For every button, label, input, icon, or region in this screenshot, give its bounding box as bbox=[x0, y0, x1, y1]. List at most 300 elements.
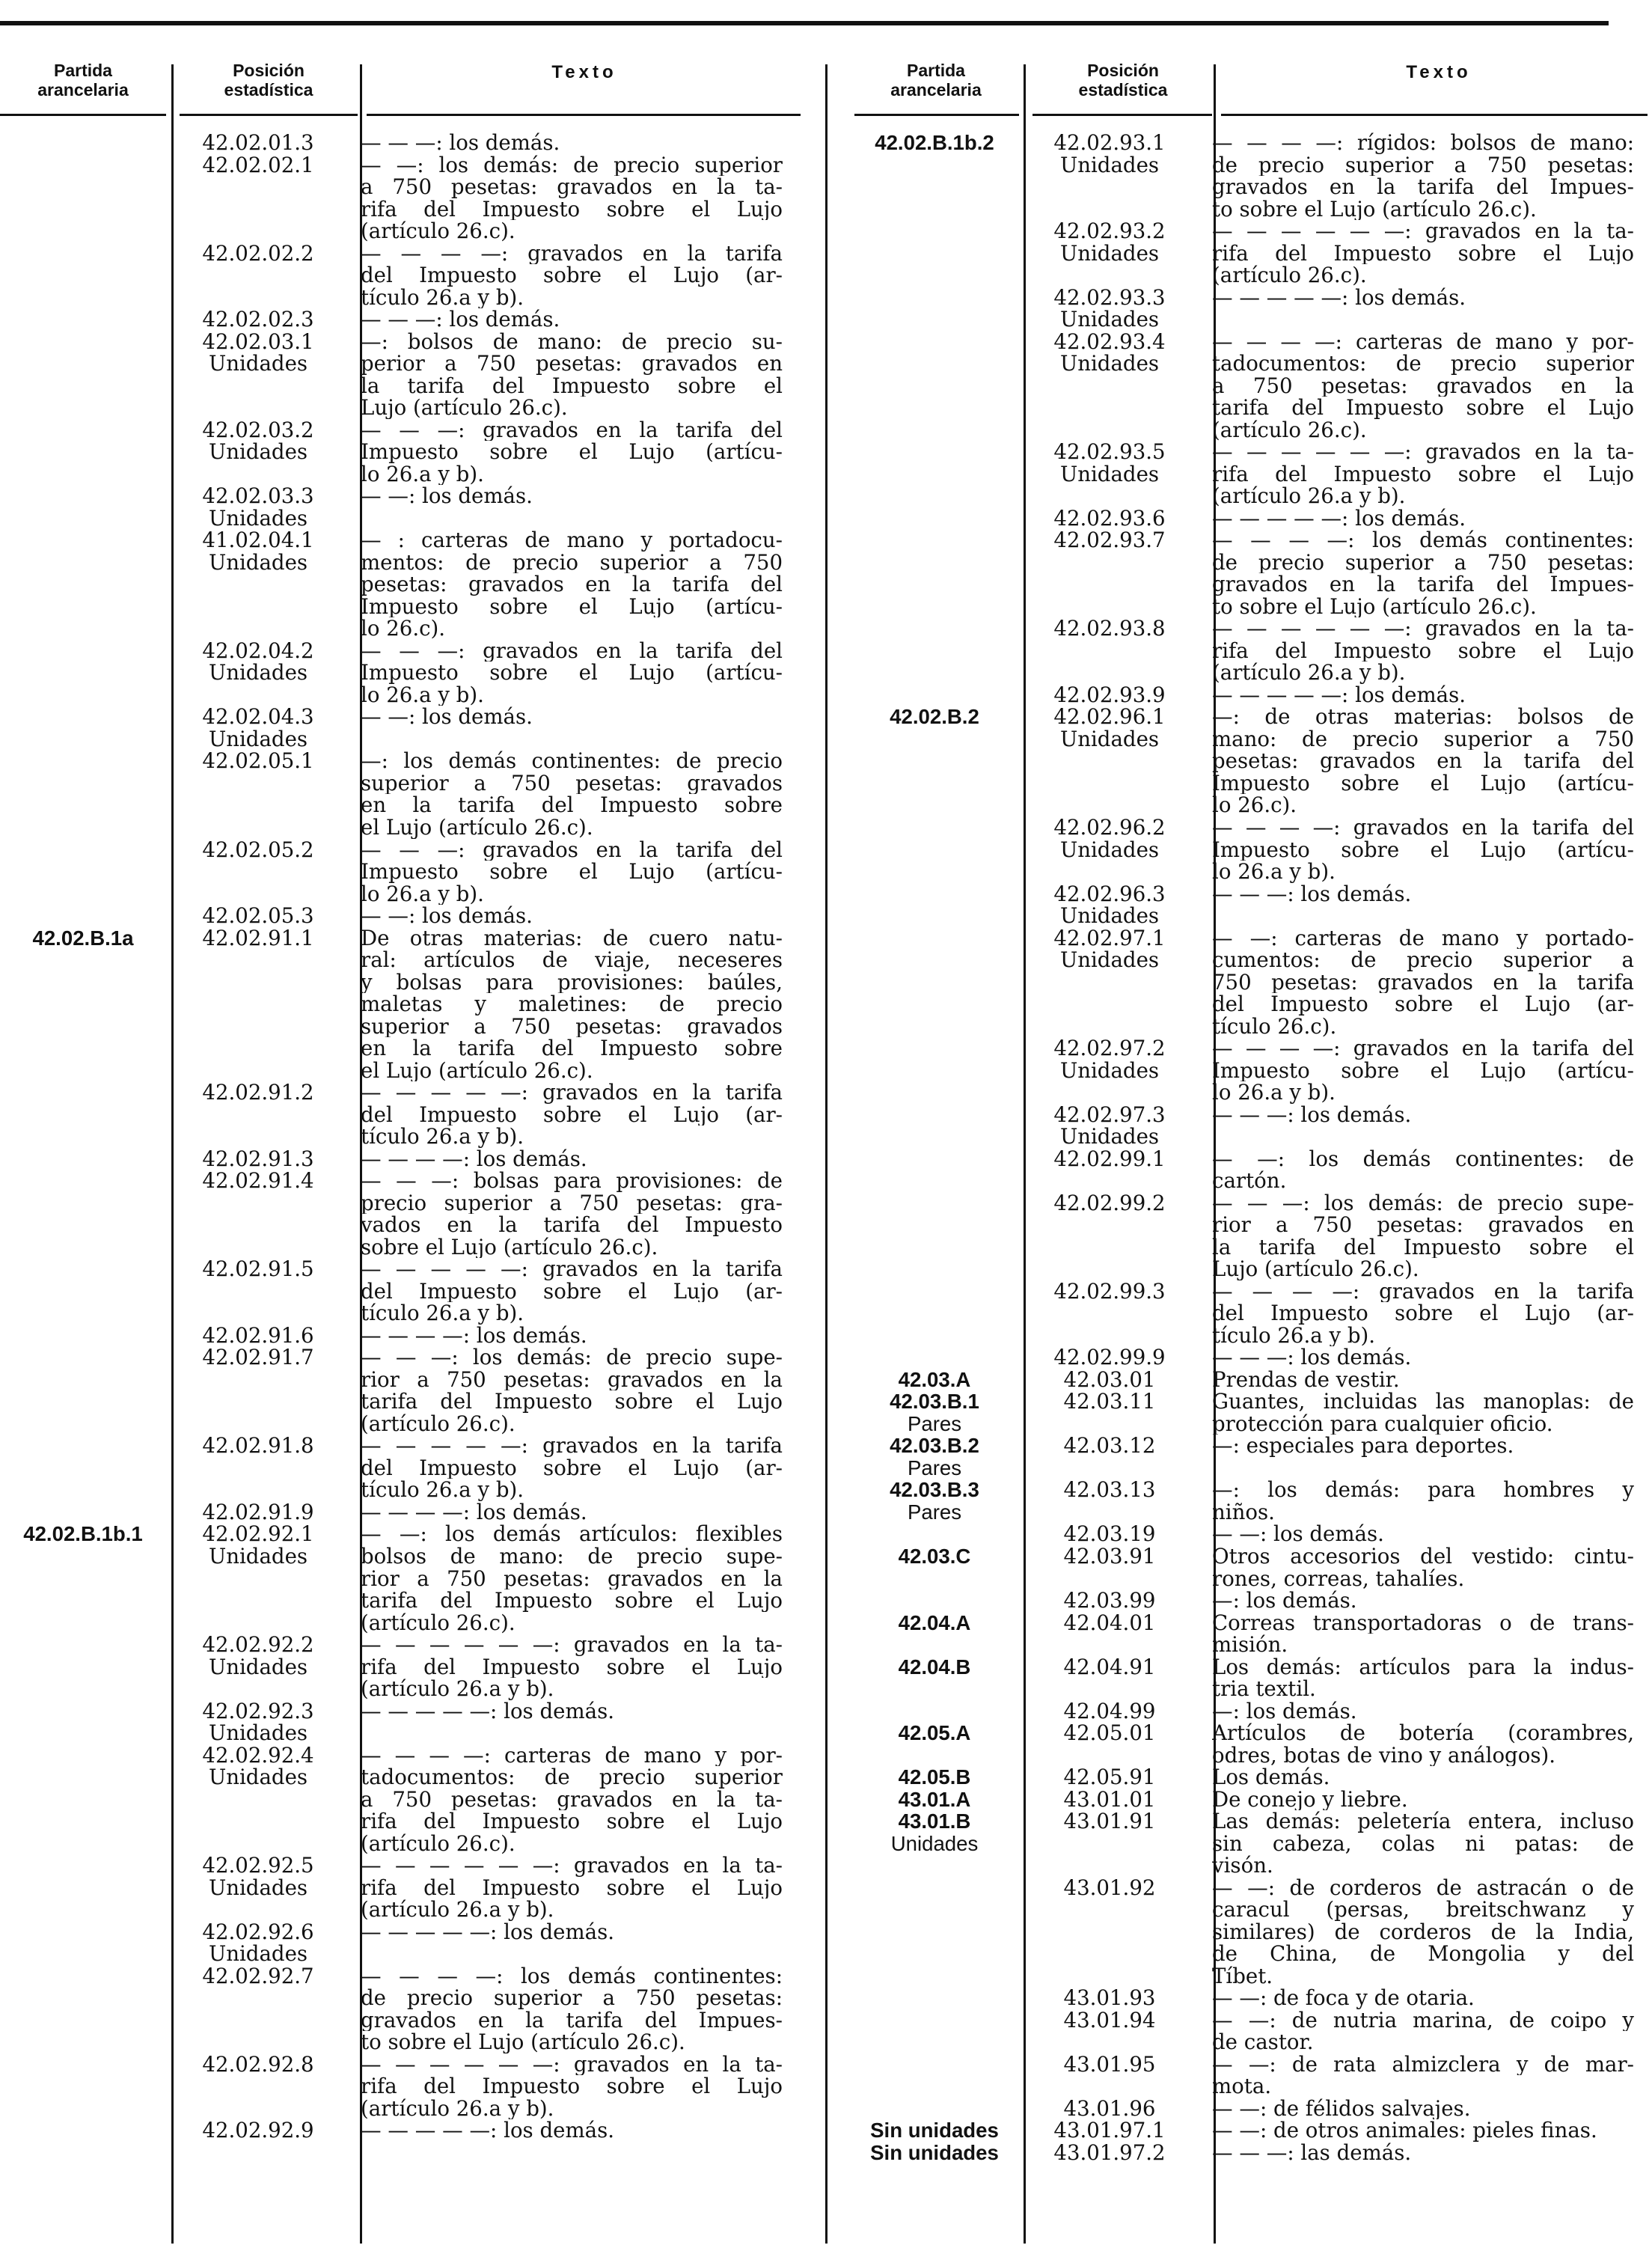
posicion-text: 42.02.99.3 bbox=[1053, 1278, 1166, 1304]
tariff-row bbox=[851, 927, 1634, 1038]
posicion-cell bbox=[166, 706, 350, 750]
posicion-text: 42.02.03.3 bbox=[202, 483, 314, 509]
texto-line: — —: los demás. bbox=[361, 706, 533, 728]
texto-cell bbox=[350, 750, 783, 838]
texto-cell bbox=[350, 706, 783, 750]
texto-cell bbox=[1202, 507, 1634, 530]
partida-text: 42.03.A bbox=[898, 1367, 971, 1391]
texto-cell bbox=[350, 1854, 783, 1921]
tariff-row bbox=[851, 1148, 1634, 1192]
partida-text: Pares bbox=[907, 1456, 962, 1479]
posicion-text: 42.02.99.1 bbox=[1053, 1146, 1166, 1171]
texto-cell bbox=[1202, 2119, 1634, 2142]
texto-cell bbox=[350, 839, 783, 905]
texto-line: del Impuesto sobre el Lujo (ar- bbox=[361, 1103, 783, 1126]
partida-cell bbox=[851, 2119, 1018, 2142]
texto-cell bbox=[1202, 1523, 1634, 1545]
texto-line: — — — — —: los demás. bbox=[1212, 507, 1466, 530]
texto-cell bbox=[350, 1435, 783, 1501]
posicion-text: 42.02.97.1 bbox=[1053, 925, 1166, 950]
posicion-cell bbox=[1018, 1479, 1202, 1523]
texto-line: precio superior a 750 pesetas: gra- bbox=[361, 1191, 783, 1215]
texto-line: el Lujo (artículo 26.c). bbox=[361, 816, 593, 839]
partida-cell bbox=[0, 1523, 166, 1634]
texto-line: — — — — —: los demás. bbox=[361, 1699, 615, 1723]
texto-cell bbox=[1202, 441, 1634, 507]
texto-line: Impuesto sobre el Lujo (artícu- bbox=[1212, 838, 1634, 861]
texto-cell bbox=[1202, 1280, 1634, 1347]
texto-line: Lujo (artículo 26.c). bbox=[361, 397, 568, 419]
posicion-cell bbox=[1018, 927, 1202, 1038]
partida-cell bbox=[851, 617, 1018, 684]
texto-line: — — —: los demás. bbox=[361, 132, 560, 154]
texto-line: —: los demás. bbox=[1212, 1589, 1357, 1612]
texto-line: en la tarifa del Impuesto sobre bbox=[361, 1037, 783, 1060]
texto-line: odres, botas de vino y análogos). bbox=[1212, 1744, 1556, 1767]
header-posicion-left bbox=[177, 61, 361, 100]
partida-cell bbox=[851, 1369, 1018, 1391]
texto-line: rifa del Impuesto sobre el Lujo bbox=[1212, 462, 1634, 486]
posicion-cell bbox=[1018, 617, 1202, 684]
texto-line: — — — —: los demás. bbox=[361, 1147, 587, 1170]
texto-line: — — — —: rígidos: bolsos de mano: bbox=[1212, 132, 1634, 154]
tariff-row bbox=[851, 1104, 1634, 1148]
texto-line: (artículo 26.a y b). bbox=[361, 2097, 554, 2120]
texto-line: gravados en la tarifa del Impues- bbox=[361, 2009, 783, 2032]
texto-cell bbox=[350, 1523, 783, 1634]
posicion-cell bbox=[1018, 132, 1202, 220]
posicion-cell bbox=[1018, 284, 1202, 332]
tariff-row bbox=[851, 1810, 1634, 1877]
posicion-text: Unidades bbox=[208, 1875, 308, 1900]
texto-line: — —: de corderos de astracán o de bbox=[1212, 1876, 1634, 1899]
posicion-cell bbox=[166, 750, 350, 838]
posicion-cell bbox=[166, 1435, 350, 1501]
posicion-text: 42.02.96.3 bbox=[1053, 881, 1166, 906]
tariff-row bbox=[851, 2009, 1634, 2053]
posicion-text: 42.02.91.1 bbox=[202, 925, 314, 950]
tariff-row bbox=[851, 1612, 1634, 1656]
posicion-cell bbox=[1018, 1722, 1202, 1766]
tariff-row bbox=[851, 706, 1634, 816]
tariff-row bbox=[0, 419, 783, 486]
partida-cell bbox=[851, 1545, 1018, 1589]
posicion-text: 42.03.13 bbox=[1063, 1477, 1156, 1503]
texto-line: — — —: los demás: de precio supe- bbox=[361, 1346, 783, 1369]
posicion-cell bbox=[1018, 2142, 1202, 2164]
posicion-cell bbox=[166, 132, 350, 154]
partida-text: 42.02.B.1a bbox=[32, 926, 134, 950]
texto-line: lo 26.c). bbox=[1212, 794, 1297, 816]
posicion-cell bbox=[166, 1148, 350, 1170]
partida-cell bbox=[851, 1612, 1018, 1656]
partida-cell bbox=[0, 242, 166, 309]
partida-cell bbox=[851, 1104, 1018, 1148]
texto-line: — — —: gravados en la tarifa del bbox=[361, 639, 783, 662]
header-partida-line1: Partida bbox=[907, 61, 965, 80]
partida-cell bbox=[851, 507, 1018, 530]
partida-cell bbox=[0, 640, 166, 706]
partida-cell bbox=[0, 1258, 166, 1325]
texto-line: — — —: las demás. bbox=[1212, 2141, 1412, 2164]
texto-line: —: los demás: para hombres y bbox=[1212, 1479, 1634, 1501]
partida-cell bbox=[0, 927, 166, 1082]
posicion-cell bbox=[1018, 883, 1202, 927]
posicion-text: 42.04.91 bbox=[1063, 1654, 1156, 1679]
posicion-text: Unidades bbox=[208, 1544, 308, 1569]
partida-cell bbox=[851, 441, 1018, 507]
texto-line: — — —: gravados en la tarifa del bbox=[361, 418, 783, 442]
posicion-cell bbox=[1018, 1786, 1202, 1812]
texto-cell bbox=[1202, 287, 1634, 331]
posicion-cell bbox=[1018, 2095, 1202, 2121]
posicion-text: Unidades bbox=[1059, 903, 1160, 929]
partida-cell bbox=[0, 1325, 166, 1347]
tariff-row bbox=[0, 839, 783, 905]
texto-line: — — —: los demás. bbox=[1212, 882, 1412, 905]
posicion-text: 42.02.92.6 bbox=[202, 1919, 314, 1944]
texto-line: de precio superior a 750 pesetas: bbox=[361, 1987, 783, 2009]
header-posicion-line1: Posición bbox=[233, 61, 305, 80]
texto-line: — —: los demás: de precio superior bbox=[361, 153, 783, 177]
posicion-cell bbox=[1018, 816, 1202, 883]
texto-cell bbox=[1202, 1037, 1634, 1104]
partida-cell bbox=[851, 1700, 1018, 1723]
tariff-row bbox=[851, 1786, 1634, 1812]
posicion-cell bbox=[166, 154, 350, 242]
partida-cell bbox=[851, 1435, 1018, 1479]
header-rule bbox=[854, 114, 1019, 116]
texto-line: similares) de corderos de la India, bbox=[1212, 1920, 1634, 1943]
posicion-text: Unidades bbox=[1059, 307, 1160, 332]
posicion-text: 42.02.91.8 bbox=[202, 1433, 314, 1459]
texto-line: — — — — —: gravados en la tarifa bbox=[361, 1258, 783, 1280]
texto-line: — —: de foca y de otaria. bbox=[1212, 1987, 1475, 2009]
texto-line: tículo 26.a y b). bbox=[361, 1479, 524, 1501]
posicion-cell bbox=[166, 905, 350, 927]
texto-line: lo 26.a y b). bbox=[361, 882, 484, 905]
posicion-text: 42.02.05.2 bbox=[202, 837, 314, 862]
right-tariff-column bbox=[851, 132, 1634, 2163]
left-tariff-column bbox=[0, 132, 783, 2142]
texto-cell bbox=[350, 331, 783, 419]
texto-line: (artículo 26.c). bbox=[361, 220, 516, 242]
header-posicion-right bbox=[1031, 61, 1215, 100]
posicion-text: 43.01.97.2 bbox=[1053, 2140, 1166, 2165]
tariff-row bbox=[0, 640, 783, 706]
tariff-row bbox=[851, 331, 1634, 442]
texto-line: — — — — —: gravados en la tarifa bbox=[361, 1081, 783, 1104]
tariff-row bbox=[851, 284, 1634, 332]
posicion-text: 42.02.92.4 bbox=[202, 1742, 314, 1768]
header-posicion-line2: estadística bbox=[1078, 79, 1168, 100]
posicion-text: Unidades bbox=[208, 726, 308, 751]
posicion-text: 41.02.04.1 bbox=[202, 528, 314, 553]
partida-text: 42.02.B.1b.1 bbox=[23, 1522, 143, 1546]
posicion-cell bbox=[166, 2053, 350, 2120]
texto-line: el Lujo (artículo 26.c). bbox=[361, 1059, 593, 1082]
posicion-text: 42.02.96.2 bbox=[1053, 814, 1166, 840]
texto-line: cumentos: de precio superior a bbox=[1212, 949, 1634, 971]
posicion-cell bbox=[1018, 1148, 1202, 1192]
posicion-text: 42.02.05.3 bbox=[202, 903, 314, 929]
partida-text: 42.05.A bbox=[898, 1721, 971, 1745]
texto-line: tículo 26.a y b). bbox=[361, 1302, 524, 1325]
texto-line: de precio superior a 750 pesetas: bbox=[1212, 551, 1634, 574]
partida-cell bbox=[851, 1789, 1018, 1811]
texto-cell bbox=[1202, 2053, 1634, 2098]
texto-line: sin cabeza, colas ni patas: de bbox=[1212, 1832, 1634, 1855]
tariff-row bbox=[851, 1523, 1634, 1545]
partida-cell bbox=[851, 706, 1018, 816]
tariff-row bbox=[0, 1148, 783, 1170]
tariff-row bbox=[0, 1744, 783, 1855]
posicion-cell bbox=[1018, 529, 1202, 617]
partida-cell bbox=[851, 2098, 1018, 2120]
posicion-cell bbox=[166, 839, 350, 905]
texto-line: a 750 pesetas: gravados en la bbox=[1212, 374, 1634, 397]
posicion-cell bbox=[1018, 1700, 1202, 1723]
texto-line: — —: de rata almizclera y de mar- bbox=[1212, 2053, 1634, 2076]
posicion-text: 42.02.99.2 bbox=[1053, 1190, 1166, 1215]
texto-line: del Impuesto sobre el Lujo (ar- bbox=[1212, 1302, 1634, 1325]
texto-line: del Impuesto sobre el Lujo (ar- bbox=[1212, 993, 1634, 1016]
texto-line: (artículo 26.c). bbox=[361, 1611, 516, 1634]
texto-line: — — — —: gravados en la tarifa bbox=[361, 242, 783, 265]
texto-line: — —: los demás. bbox=[361, 905, 533, 927]
posicion-cell bbox=[1018, 1037, 1202, 1104]
texto-line: rior a 750 pesetas: gravados en la bbox=[361, 1567, 783, 1590]
partida-cell bbox=[851, 1148, 1018, 1192]
posicion-cell bbox=[1018, 1656, 1202, 1700]
texto-line: — —: los demás. bbox=[361, 485, 533, 507]
tariff-row bbox=[851, 1877, 1634, 1988]
posicion-text: Unidades bbox=[1059, 726, 1160, 751]
posicion-cell bbox=[166, 419, 350, 486]
texto-line: protección para cualquier oficio. bbox=[1212, 1412, 1553, 1435]
posicion-cell bbox=[166, 927, 350, 1082]
partida-cell bbox=[0, 1170, 166, 1258]
partida-cell bbox=[0, 1081, 166, 1148]
tariff-row bbox=[0, 1634, 783, 1700]
partida-cell bbox=[0, 750, 166, 838]
partida-text: 43.01.B bbox=[898, 1809, 971, 1833]
texto-line: de precio superior a 750 pesetas: bbox=[1212, 153, 1634, 177]
partida-cell bbox=[851, 1037, 1018, 1104]
partida-cell bbox=[851, 1346, 1018, 1369]
header-rule bbox=[0, 114, 166, 116]
texto-line: — — —: bolsas para provisiones: de bbox=[361, 1170, 783, 1192]
texto-line: ral: artículos de viaje, neceseres bbox=[361, 949, 783, 971]
tariff-row bbox=[851, 1656, 1634, 1700]
posicion-text: Unidades bbox=[1059, 461, 1160, 486]
texto-line: rior a 750 pesetas: gravados en la bbox=[361, 1368, 783, 1391]
posicion-cell bbox=[166, 485, 350, 529]
posicion-cell bbox=[1018, 1589, 1202, 1612]
texto-cell bbox=[350, 1700, 783, 1744]
posicion-cell bbox=[1018, 1366, 1202, 1392]
posicion-text: Unidades bbox=[208, 1765, 308, 1790]
tariff-row bbox=[0, 1700, 783, 1744]
texto-line: rifa del Impuesto sobre el Lujo bbox=[1212, 242, 1634, 265]
texto-cell bbox=[350, 1325, 783, 1347]
texto-cell bbox=[1202, 684, 1634, 706]
posicion-text: 42.02.92.3 bbox=[202, 1698, 314, 1723]
texto-line: — — — — —: los demás. bbox=[1212, 683, 1466, 706]
texto-line: — — — — — —: gravados en la ta- bbox=[1212, 617, 1634, 640]
texto-line: (artículo 26.c). bbox=[361, 1832, 516, 1855]
texto-line: (artículo 26.a y b). bbox=[1212, 662, 1406, 684]
tariff-row bbox=[0, 750, 783, 838]
posicion-cell bbox=[1018, 1766, 1202, 1789]
partida-cell bbox=[851, 220, 1018, 287]
posicion-text: 43.01.97.1 bbox=[1053, 2118, 1166, 2143]
partida-cell bbox=[851, 2009, 1018, 2053]
texto-line: Impuesto sobre el Lujo (artícu- bbox=[1212, 1059, 1634, 1082]
texto-line: — — — —: carteras de mano y por- bbox=[1212, 330, 1634, 353]
partida-cell bbox=[851, 2142, 1018, 2164]
texto-cell bbox=[1202, 1789, 1634, 1811]
posicion-cell bbox=[1018, 1192, 1202, 1280]
texto-cell bbox=[1202, 1369, 1634, 1391]
texto-line: Los demás. bbox=[1212, 1766, 1330, 1789]
posicion-text: Unidades bbox=[208, 660, 308, 685]
tariff-row bbox=[851, 1346, 1634, 1369]
posicion-text: 42.02.93.6 bbox=[1053, 505, 1166, 531]
header-partida-line1: Partida bbox=[54, 61, 112, 80]
texto-line: 750 pesetas: gravados en la tarifa bbox=[1212, 971, 1634, 994]
texto-line: — — —: los demás. bbox=[1212, 1346, 1412, 1369]
partida-cell bbox=[851, 287, 1018, 331]
partida-text: 42.03.B.2 bbox=[890, 1434, 979, 1458]
posicion-text: Unidades bbox=[208, 439, 308, 465]
posicion-text: 42.02.92.8 bbox=[202, 2051, 314, 2077]
texto-cell bbox=[1202, 1435, 1634, 1479]
texto-cell bbox=[350, 419, 783, 486]
posicion-text: Unidades bbox=[208, 1654, 308, 1679]
texto-line: tículo 26.a y b). bbox=[361, 1126, 524, 1148]
tariff-row bbox=[851, 2119, 1634, 2142]
texto-cell bbox=[1202, 529, 1634, 617]
texto-cell bbox=[1202, 1589, 1634, 1612]
texto-line: — —: de otros animales: pieles finas. bbox=[1212, 2119, 1597, 2142]
texto-line: tarifa del Impuesto sobre el Lujo bbox=[361, 1390, 783, 1413]
tariff-row bbox=[851, 132, 1634, 220]
texto-cell bbox=[350, 1346, 783, 1435]
texto-cell bbox=[1202, 1346, 1634, 1369]
posicion-cell bbox=[1018, 441, 1202, 507]
posicion-cell bbox=[166, 640, 350, 706]
header-partida-right bbox=[853, 61, 1019, 100]
texto-line: pesetas: gravados en la tarifa del bbox=[361, 573, 783, 596]
posicion-text: Unidades bbox=[208, 1720, 308, 1746]
posicion-cell bbox=[166, 1081, 350, 1148]
tariff-row bbox=[851, 1280, 1634, 1347]
posicion-text: 42.02.97.2 bbox=[1053, 1036, 1166, 1061]
tariff-row bbox=[0, 308, 783, 331]
posicion-cell bbox=[166, 1700, 350, 1744]
texto-cell bbox=[1202, 1877, 1634, 1988]
posicion-cell bbox=[166, 1346, 350, 1435]
tariff-row bbox=[851, 2053, 1634, 2098]
posicion-text: 42.03.11 bbox=[1063, 1389, 1156, 1414]
texto-line: gravados en la tarifa del Impues- bbox=[1212, 176, 1634, 198]
texto-line: —: los demás. bbox=[1212, 1699, 1357, 1723]
posicion-cell bbox=[1018, 1612, 1202, 1656]
partida-cell bbox=[851, 1810, 1018, 1877]
texto-line: — —: de félidos salvajes. bbox=[1212, 2097, 1471, 2120]
posicion-text: 42.02.93.7 bbox=[1053, 528, 1166, 553]
texto-line: y bolsas para provisiones: baúles, bbox=[361, 971, 783, 994]
texto-line: — — —: los demás. bbox=[1212, 1103, 1412, 1126]
posicion-text: 42.02.93.2 bbox=[1053, 219, 1166, 244]
texto-cell bbox=[350, 2119, 783, 2142]
posicion-text: 42.02.93.4 bbox=[1053, 329, 1166, 354]
posicion-cell bbox=[166, 1523, 350, 1634]
texto-line: — — — — —: los demás. bbox=[361, 2119, 615, 2142]
header-posicion-line1: Posición bbox=[1087, 61, 1159, 80]
texto-line: — — — — —: los demás. bbox=[1212, 286, 1466, 309]
texto-cell bbox=[350, 1634, 783, 1700]
posicion-text: 43.01.94 bbox=[1063, 2007, 1156, 2032]
texto-line: — — — — —: los demás. bbox=[361, 1920, 615, 1943]
posicion-text: 42.02.96.1 bbox=[1053, 704, 1166, 730]
posicion-text: 42.05.01 bbox=[1063, 1720, 1156, 1746]
partida-cell bbox=[851, 1656, 1018, 1700]
texto-cell bbox=[1202, 2142, 1634, 2164]
texto-line: — —: los demás artículos: flexibles bbox=[361, 1523, 783, 1545]
partida-cell bbox=[0, 154, 166, 242]
texto-line: mota. bbox=[1212, 2075, 1272, 2098]
texto-line: Lujo (artículo 26.c). bbox=[1212, 1258, 1419, 1280]
tariff-row bbox=[851, 1479, 1634, 1523]
posicion-text: Unidades bbox=[208, 1941, 308, 1967]
partida-cell bbox=[0, 706, 166, 750]
texto-line: (artículo 26.a y b). bbox=[361, 1678, 554, 1700]
posicion-cell bbox=[166, 1634, 350, 1700]
texto-cell bbox=[350, 485, 783, 529]
texto-line: (artículo 26.a y b). bbox=[1212, 485, 1406, 507]
tariff-row bbox=[0, 331, 783, 419]
header-rule bbox=[1032, 114, 1212, 116]
partida-text: 42.04.A bbox=[898, 1610, 971, 1634]
tariff-row bbox=[0, 154, 783, 242]
posicion-text: 43.01.92 bbox=[1063, 1875, 1156, 1900]
partida-text: 42.02.B.2 bbox=[890, 705, 979, 729]
posicion-cell bbox=[1018, 2053, 1202, 2098]
texto-line: tarifa del Impuesto sobre el Lujo bbox=[361, 1589, 783, 1612]
posicion-cell bbox=[166, 308, 350, 331]
texto-line: (artículo 26.c). bbox=[1212, 418, 1367, 442]
tariff-row bbox=[851, 1987, 1634, 2009]
tariff-row bbox=[0, 1921, 783, 1965]
partida-cell bbox=[851, 684, 1018, 706]
texto-cell bbox=[1202, 132, 1634, 220]
texto-line: (artículo 26.c). bbox=[1212, 264, 1367, 287]
partida-cell bbox=[0, 2053, 166, 2120]
posicion-text: 42.02.03.2 bbox=[202, 417, 314, 442]
texto-line: del Impuesto sobre el Lujo (ar- bbox=[361, 1456, 783, 1479]
tariff-row bbox=[851, 1766, 1634, 1789]
tariff-row bbox=[851, 1390, 1634, 1435]
partida-text: 42.04.B bbox=[898, 1655, 971, 1679]
partida-cell bbox=[851, 1722, 1018, 1766]
posicion-text: 42.02.92.2 bbox=[202, 1632, 314, 1658]
partida-cell bbox=[0, 1435, 166, 1501]
posicion-text: 42.02.93.1 bbox=[1053, 130, 1166, 155]
texto-line: Tíbet. bbox=[1212, 1964, 1273, 1988]
texto-line: Guantes, incluidas las manoplas: de bbox=[1212, 1390, 1634, 1413]
